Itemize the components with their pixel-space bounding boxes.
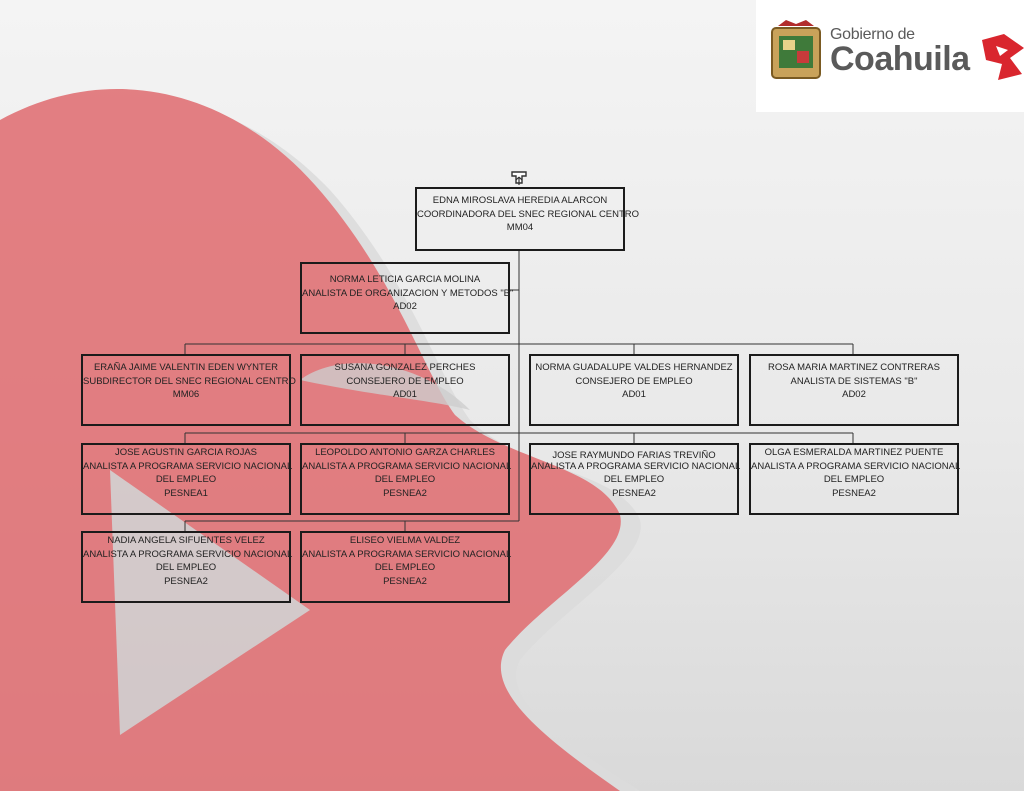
employee-title: CONSEJERO DE EMPLEO <box>575 375 693 387</box>
employee-code: AD02 <box>842 389 866 400</box>
employee-name: ERAÑA JAIME VALENTIN EDEN WYNTER <box>93 362 279 373</box>
employee-code: PESNEA2 <box>164 575 208 587</box>
org-box-row1-4[interactable] <box>749 354 959 426</box>
root-marker-icon <box>511 171 527 187</box>
employee-title-line2: DEL EMPLEO <box>155 474 217 485</box>
org-box-row1-2[interactable] <box>300 354 510 426</box>
employee-code: AD01 <box>622 389 646 400</box>
employee-name: JOSE AGUSTIN GARCIA ROJAS <box>114 447 257 458</box>
org-box-row2-2[interactable] <box>300 443 510 515</box>
employee-code: AD02 <box>393 301 417 312</box>
employee-title: SUBDIRECTOR DEL SNEC REGIONAL CENTRO <box>83 375 296 387</box>
employee-code: PESNEA2 <box>832 487 876 499</box>
employee-title: ANALISTA DE SISTEMAS "B" <box>790 375 918 387</box>
org-box-row3-2[interactable] <box>300 531 510 603</box>
org-box-row2-1[interactable] <box>81 443 291 515</box>
employee-title-line2: DEL EMPLEO <box>374 562 436 573</box>
employee-name: JOSE RAYMUNDO FARIAS TREVIÑO <box>552 450 716 461</box>
employee-name: LEOPOLDO ANTONIO GARZA CHARLES <box>315 447 495 458</box>
org-box-row1-1[interactable] <box>81 354 296 426</box>
employee-title: ANALISTA A PROGRAMA SERVICIO NACIONAL <box>531 460 741 472</box>
org-box-coordinator[interactable] <box>415 187 640 251</box>
org-box-assistant[interactable] <box>300 262 514 334</box>
org-box-row3-1[interactable] <box>81 531 291 603</box>
employee-title: ANALISTA A PROGRAMA SERVICIO NACIONAL <box>83 548 293 560</box>
employee-title: ANALISTA A PROGRAMA SERVICIO NACIONAL <box>302 460 512 472</box>
employee-code: PESNEA2 <box>383 487 427 499</box>
employee-title: COORDINADORA DEL SNEC REGIONAL CENTRO <box>417 208 640 220</box>
employee-name: EDNA MIROSLAVA HEREDIA ALARCON <box>432 195 608 206</box>
org-box-row1-3[interactable] <box>529 354 739 426</box>
employee-title-line2: DEL EMPLEO <box>823 474 885 485</box>
employee-name: NADIA ANGELA SIFUENTES VELEZ <box>107 535 265 546</box>
org-box-row2-3[interactable] <box>529 443 739 515</box>
employee-title: ANALISTA DE ORGANIZACION Y METODOS "B" <box>302 287 514 299</box>
employee-code: PESNEA2 <box>383 575 427 587</box>
employee-name: OLGA ESMERALDA MARTINEZ PUENTE <box>764 447 944 458</box>
employee-name: NORMA GUADALUPE VALDES HERNANDEZ <box>535 362 733 373</box>
employee-title-line2: DEL EMPLEO <box>374 474 436 485</box>
employee-code: MM04 <box>506 222 534 233</box>
employee-code: PESNEA2 <box>612 487 656 499</box>
logo-text-big: Coahuila <box>830 40 970 78</box>
employee-code: PESNEA1 <box>164 487 208 499</box>
employee-title: ANALISTA A PROGRAMA SERVICIO NACIONAL <box>302 548 512 560</box>
org-box-row2-4[interactable] <box>749 443 959 515</box>
employee-code: MM06 <box>172 389 200 400</box>
employee-title-line2: DEL EMPLEO <box>603 474 665 485</box>
employee-name: NORMA LETICIA GARCIA MOLINA <box>329 274 481 285</box>
employee-name: SUSANA GONZALEZ PERCHES <box>334 362 476 373</box>
employee-title: CONSEJERO DE EMPLEO <box>346 375 464 387</box>
employee-name: ELISEO VIELMA VALDEZ <box>349 535 461 546</box>
employee-title: ANALISTA A PROGRAMA SERVICIO NACIONAL <box>83 460 293 472</box>
employee-name: ROSA MARIA MARTINEZ CONTRERAS <box>768 362 940 373</box>
employee-code: AD01 <box>393 389 417 400</box>
logo-text-small: Gobierno de <box>830 26 915 43</box>
employee-title: ANALISTA A PROGRAMA SERVICIO NACIONAL <box>751 460 961 472</box>
employee-title-line2: DEL EMPLEO <box>155 562 217 573</box>
